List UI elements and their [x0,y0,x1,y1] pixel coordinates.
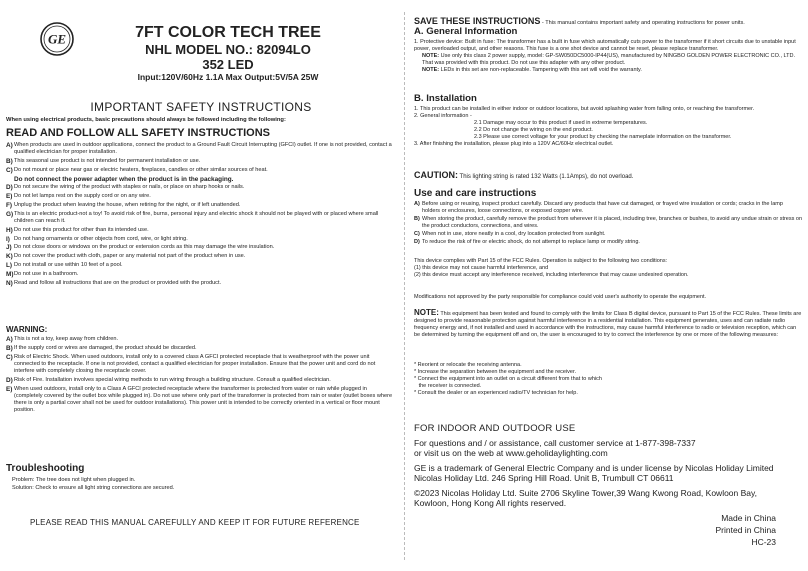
warning-item-text: This is not a toy, keep away from children. [14,336,119,342]
safety-item-text: Do not close doors or windows on the product or extension cords as this may damage the wire insulation. [14,244,275,251]
safety-list [6,142,396,288]
fcc-bullet: * Increase the separation between the equipment and the receiver. [414,369,577,375]
install-p3: 3. After finishing the installation, please plug into a 120V AC/60Hz electrical outlet. [414,141,614,147]
model-number: NHL MODEL NO.: 82094LO [145,42,311,57]
safety-item [6,184,396,191]
use-care-item-key: C) [414,231,420,237]
general-body [414,39,802,74]
trouble-problem: Problem: The tree does not light when plugged in. [12,477,136,483]
power-rating: Input:120V/60Hz 1.1A Max Output:5V/5A 25W [137,72,319,82]
safety-item-text: Read and follow all instructions that are on the product or provided with the product. [14,279,222,286]
install-sub-2: 2.2 Do not change the wiring on the end product. [474,127,593,133]
trouble-solution: Solution: Check to ensure all light string connections are secured. [12,485,175,491]
fcc-bullets [414,362,802,397]
install-p1: 1. This product can be installed in either indoor or outdoor locations, but avoid splashing water from falling onto, or reaching the transformer. [414,106,755,112]
use-care-item-text: When not in use, store neatly in a cool, dry location protected from sunlight. [422,231,606,237]
use-care-item [414,239,802,246]
read-follow-heading: READ AND FOLLOW ALL SAFETY INSTRUCTIONS [6,127,270,139]
warning-list [6,336,396,416]
fcc-bullet: * Connect the equipment into an outlet on a circuit different from that to which [414,376,602,382]
general-note1: NOTE: Use only this class 2 power supply, model: GP-SW050DC5000-IP44(US), manufactured by NINGBO GOLDEN POWER ELECTRONIC CO., LTD. That was provided with this product. Do not use this adapter with any other product. [422,53,796,66]
trademark-line-1: GE is a trademark of General Electric Company and is under license by Nicolas Holiday Limited [414,463,774,473]
warning-item [6,336,396,343]
safety-item-key: N) [6,279,13,287]
safety-item-text: This is an electric product-not a toy! To avoid risk of fire, burns, personal injury and electric shock it should not be played with or placed where small children can reach it. [14,210,379,224]
origin-block [716,512,776,548]
safety-item-key: H) [6,226,13,234]
safety-item-key: J) [6,244,12,252]
fcc-p3: (2) this device must accept any interference received, including interference that may cause undesired operation. [414,272,689,278]
safety-item-text: Do not connect the power adapter when the product is in the packaging. [14,175,234,183]
left-panel [0,0,400,571]
safety-item-text: Unplug the product when leaving the house, when retiring for the night, or if left unattended. [14,201,241,208]
safety-item-text: Do not hang ornaments or other objects from cord, wire, or light string. [14,235,188,242]
safety-item-key: K) [6,253,13,261]
caution-line [414,170,633,180]
made-in: Made in China [721,513,776,523]
fcc-bullet: * Reorient or relocate the receiving antenna. [414,362,522,368]
safety-item-key: M) [6,270,14,278]
warning-heading: WARNING: [6,325,48,334]
safety-item [6,262,396,269]
fcc-block [414,258,802,279]
warning-item-text: Risk of Electric Shock. When used outdoors, install only to a covered class A GFCI protected receptacle that is weatherproof with the power unit connected to the receptacle. If one is not provided, contact a qualified electrician for proper installation. Ensure that the power unit and cord do not interfere with completely closing the receptacle cover. [14,353,376,374]
use-care-item-text: To reduce the risk of fire or electric shock, do not attempt to replace lamp or modify string. [422,239,640,245]
safety-item-text: When products are used in outdoor applications, connect the product to a Ground Fault Circuit Interrupting (GFCI) outlet. If one is not provided, contact a qualified electrician for proper installation. [14,142,392,156]
use-care-item-key: B) [414,216,420,222]
safety-item-text: Do not use in a bathroom. [14,270,79,277]
safety-item [6,211,396,225]
safety-intro: When using electrical products, basic precautions should always be followed including the following: [6,117,286,123]
fcc-p1: This device complies with Part 15 of the FCC Rules. Operation is subject to the following two conditions: [414,258,668,264]
safety-item-text: Do not cover the product with cloth, paper or any material not part of the product when in use. [14,253,246,260]
use-care-item-key: D) [414,239,420,245]
safety-item [6,280,396,287]
safety-item [6,176,396,183]
use-care-item-key: A) [414,201,420,207]
safety-item-key: L) [6,261,13,269]
copyright-line-2: Kowloon, Hong Kong All rights reserved. [414,498,567,508]
use-care-item [414,216,802,230]
installation-body [414,106,802,148]
troubleshooting-heading: Troubleshooting [6,463,85,474]
use-care-list [414,201,802,247]
safety-item [6,227,396,234]
use-care-item-text: Before using or reusing, inspect product carefully. Discard any products that have cut damaged, or frayed wire insulation or cords; cracks in the lamp holders or enclosures, loose connections, or exposed copper wire. [422,201,783,214]
warning-item-text: When used outdoors, install only to a Class A GFCI protected receptacle where the transformer is protected from water or rain while plugged in (completely covered by the outlet box while plugged in). Do not use where only part of the transformer is protected from rain or water (outlet boxes where there is only a partial cover shall not be used for outdoor installations). This power unit is intended to be correctly oriented in a vertical or floor mount position. [14,385,393,414]
warning-item-key: B) [6,344,13,352]
support-web: or visit us on the web at www.geholidaylighting.com [414,448,608,458]
warning-item [6,386,396,415]
fcc-bullet: the receiver is connected. [414,383,482,389]
warning-item-key: E) [6,385,13,393]
caution-text: This lighting string is rated 132 Watts (1.1Amps), do not overload. [458,174,634,180]
safety-item-key: I) [6,235,10,243]
safety-item [6,253,396,260]
safety-item [6,167,396,174]
safety-item-text: Do not secure the wiring of the product with staples or nails, or place on sharp hooks or nails. [14,184,245,191]
safety-item [6,271,396,278]
save-instructions [414,16,745,26]
safety-item-key: D) [6,184,13,192]
safety-item [6,236,396,243]
safety-item-text: Do not mount or place near gas or electric heaters, fireplaces, candles or other similar sources of heat. [14,166,268,173]
fcc-note: NOTE: This equipment has been tested and found to comply with the limits for Class B digital device, pursuant to Part 15 of the FCC Rules. These limits are designed to provide reasonable protection against harmful interference in a residential installation. This equipment generates, uses and can radiate radio frequency energy and, if not installed and used in accordance with the instructions, may cause harmful interference to radio or television reception, which can be determined by turning the equipment off and on, the user is encouraged to try to correct the interference by one or more of the following measures: [414,308,802,338]
fcc-p4: Modifications not approved by the party responsible for compliance could void user's authority to operate the equipment. [414,294,707,300]
warning-item [6,354,396,376]
general-p1: 1. Protective device: Built in fuse: The transformer has a built in fuse which automatically cuts power to the transformer if it short circuits due to unstable input power, overloaded output, and other reasons. This fuse is a one shot device and cannot be reset, please replace transformer. [414,39,796,52]
general-note2: NOTE: LEDs in this set are non-replaceable. Tampering with this set will void the warranty. [422,67,642,73]
safety-item-key: F) [6,201,13,209]
product-header [88,24,368,83]
trademark-line-2: Nicolas Holiday Ltd. 246 Spring Hill Road. Unit B, Trumbull CT 06611 [414,473,674,483]
safety-heading: IMPORTANT SAFETY INSTRUCTIONS [90,100,312,114]
safety-item-text: This seasonal use product is not intended for permanent installation or use. [14,158,201,164]
warning-item-text: Risk of Fire. Installation involves special wiring methods to run wiring through a building structure. Consult a qualified electrician. [14,376,331,383]
use-care-item [414,231,802,238]
safety-item [6,202,396,209]
safety-item-key: E) [6,193,13,201]
install-sub-1: 2.1 Damage may occur to this product if used in extreme temperatures. [474,120,648,126]
warning-item [6,345,396,352]
warning-item-key: C) [6,353,13,361]
safety-item-key: A) [6,142,13,149]
install-p2: 2. General information - [414,113,472,119]
copyright-line-1: ©2023 Nicolas Holiday Ltd. Suite 2706 Skyline Tower,39 Wang Kwong Road, Kowloon Bay, [414,488,758,498]
use-care-item-text: When storing the product, carefully remove the product from wherever it is placed, including tree, branches or bushes, to avoid any undue strain or stress on the product conductors, connections, and wires. [422,216,803,229]
safety-item-text: Do not install or use within 10 feet of a pool. [14,261,123,268]
indoor-outdoor-label: FOR INDOOR AND OUTDOOR USE [414,423,576,434]
led-count: 352 LED [202,57,254,72]
fcc-bullet: * Consult the dealer or an experienced radio/TV technician for help. [414,390,578,396]
caution-label: CAUTION: [414,170,458,180]
warning-item [6,377,396,384]
safety-item-key: C) [6,166,13,174]
general-heading: A. General Information [414,26,518,37]
warning-item-key: A) [6,336,13,343]
fcc-p2: (1) this device may not cause harmful interference, and [414,265,549,271]
save-heading: SAVE THESE INSTRUCTIONS [414,16,541,26]
fold-line [404,12,405,560]
use-care-item [414,201,802,215]
safety-item-text: Do not let lamps rest on the supply cord or on any wire. [14,193,151,200]
ge-logo-icon [40,22,74,56]
safety-item [6,158,396,165]
right-panel [414,0,802,571]
safety-item [6,193,396,200]
install-sub-3: 2.3 Please use correct voltage for your product by checking the nameplate information on the transformer. [474,134,732,140]
safety-item [6,142,396,156]
safety-item [6,244,396,251]
product-title: 7FT COLOR TECH TREE [135,24,321,41]
save-sub: - This manual contains important safety and operating instructions for power units. [540,20,745,26]
use-care-heading: Use and care instructions [414,188,537,199]
warning-item-text: If the supply cord or wires are damaged, the product should be discarded. [14,344,197,351]
svg-text:GE: GE [47,31,67,47]
support-phone: For questions and / or assistance, call customer service at 1-877-398-7337 [414,438,696,448]
installation-heading: B. Installation [414,93,477,104]
safety-item-text: Do not use this product for other than its intended use. [14,226,149,233]
keep-manual-note: PLEASE READ THIS MANUAL CAREFULLY AND KEEP IT FOR FUTURE REFERENCE [30,518,360,527]
print-code: HC-23 [751,537,776,547]
safety-item-key: G) [6,210,14,218]
printed-in: Printed in China [715,525,776,535]
safety-item-key: B) [6,158,13,165]
warning-item-key: D) [6,376,13,384]
